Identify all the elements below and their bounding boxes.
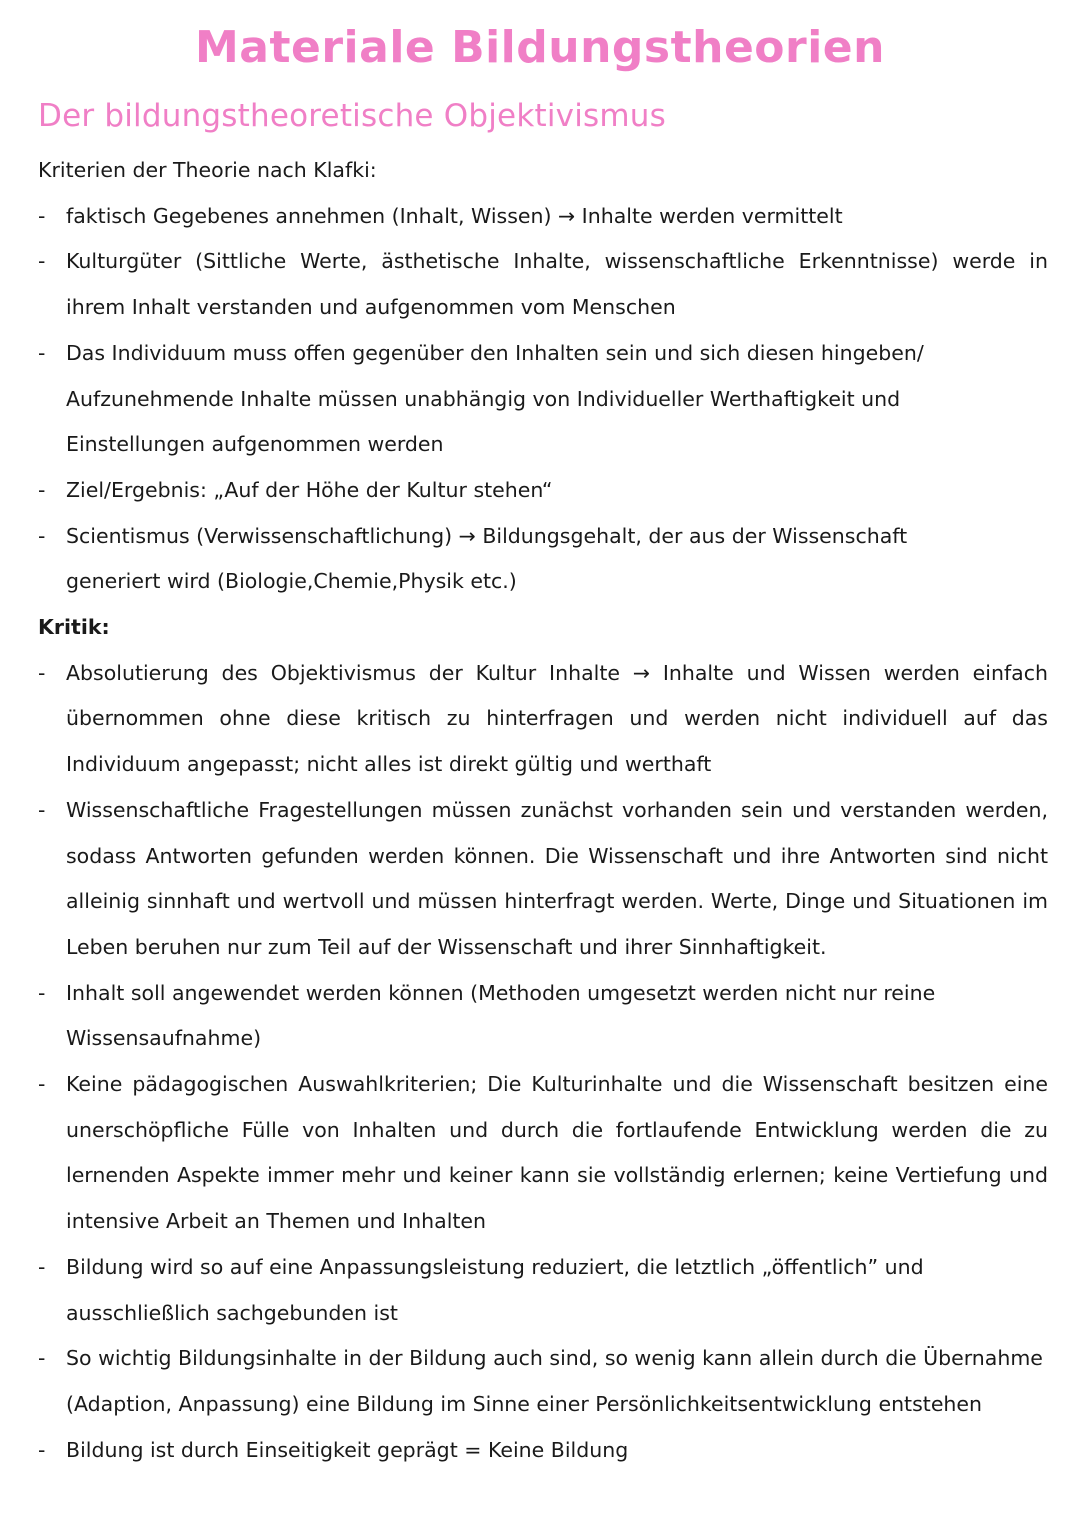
list-item — [38, 1062, 1048, 1245]
list-item-text: So wichtig Bildungsinhalte in der Bildung auch sind, so wenig kann allein durch die Übernahme (Adaption, Anpassung) eine Bildung im Sinne einer Persönlichkeitsentwicklung entstehen — [66, 1346, 1043, 1416]
bullet-dash: - — [38, 340, 46, 365]
bullet-dash: - — [38, 660, 46, 685]
list-item — [38, 194, 1048, 240]
list-item-text: Scientismus (Verwissenschaftlichung) → Bildungsgehalt, der aus der Wissenschaft generiert wird (Biologie,Chemie,Physik etc.) — [66, 523, 908, 594]
bullet-dash: - — [38, 1254, 46, 1279]
list-item-text: Bildung ist durch Einseitigkeit geprägt = Keine Bildung — [66, 1437, 629, 1462]
page-subtitle: Der bildungstheoretische Objektivismus — [38, 98, 666, 134]
section-heading-critique: Kritik: — [38, 615, 110, 640]
bullet-dash: - — [38, 797, 46, 822]
bullet-dash: - — [38, 1346, 46, 1371]
bullet-dash: - — [38, 203, 46, 228]
list-item — [38, 239, 1048, 330]
list-item — [38, 971, 1048, 1062]
bullet-dash: - — [38, 523, 46, 548]
section-heading-criteria: Kriterien der Theorie nach Klafki: — [38, 158, 377, 182]
bullet-dash: - — [38, 477, 46, 502]
list-item-text: Wissenschaftliche Fragestellungen müssen zunächst vorhanden sein und verstanden werden, sodass Antworten gefunden werden können. Die Wissenschaft und ihre Antworten sind nicht alleinig sinnhaft und wertvoll und müssen hinterfragt werden. Werte, Dinge und Situationen im Leben beruhen nur zum Teil auf der Wissenschaft und ihrer Sinnhaftigkeit. — [66, 797, 1048, 959]
list-item — [38, 651, 1048, 788]
list-item-text: faktisch Gegebenes annehmen (Inhalt, Wissen) → Inhalte werden vermittelt — [66, 203, 843, 228]
page-title: Materiale Bildungstheorien — [195, 22, 885, 73]
list-item-text: Inhalt soll angewendet werden können (Methoden umgesetzt werden nicht nur reine Wissensaufnahme) — [66, 980, 936, 1051]
bullet-dash: - — [38, 1072, 46, 1097]
list-item — [38, 514, 1048, 605]
list-item-text: Ziel/Ergebnis: „Auf der Höhe der Kultur stehen“ — [66, 477, 553, 502]
criteria-list — [38, 194, 1048, 605]
list-item — [38, 1336, 1048, 1427]
list-item-text: Kulturgüter (Sittliche Werte, ästhetische Inhalte, wissenschaftliche Erkenntnisse) werde in ihrem Inhalt verstanden und aufgenommen vom Menschen — [66, 249, 1048, 320]
bullet-dash: - — [38, 249, 46, 274]
list-item — [38, 1428, 1048, 1474]
bullet-dash: - — [38, 1437, 46, 1462]
list-item — [38, 1245, 1048, 1336]
list-item-text: Das Individuum muss offen gegenüber den Inhalten sein und sich diesen hingeben/ Aufzunehmende Inhalte müssen unabhängig von Individueller Werthaftigkeit und Einstellungen aufgenommen werden — [66, 340, 924, 457]
critique-list — [38, 651, 1048, 1474]
bullet-dash: - — [38, 980, 46, 1005]
list-item — [38, 331, 1048, 468]
list-item-text: Bildung wird so auf eine Anpassungsleistung reduziert, die letztlich „öffentlich” und ausschließlich sachgebunden ist — [66, 1254, 924, 1325]
list-item — [38, 468, 1048, 514]
list-item-text: Keine pädagogischen Auswahlkriterien; Die Kulturinhalte und die Wissenschaft besitzen eine unerschöpfliche Fülle von Inhalten und durch die fortlaufende Entwicklung werden die zu lernenden Aspekte immer mehr und keiner kann sie vollständig erlernen; keine Vertiefung und intensive Arbeit an Themen und Inhalten — [66, 1072, 1048, 1234]
list-item — [38, 788, 1048, 971]
list-item-text: Absolutierung des Objektivismus der Kultur Inhalte → Inhalte und Wissen werden einfach übernommen ohne diese kritisch zu hinterfragen und werden nicht individuell auf das Individuum angepasst; nicht alles ist direkt gültig und werthaft — [66, 660, 1048, 777]
document-body — [38, 148, 1048, 1473]
